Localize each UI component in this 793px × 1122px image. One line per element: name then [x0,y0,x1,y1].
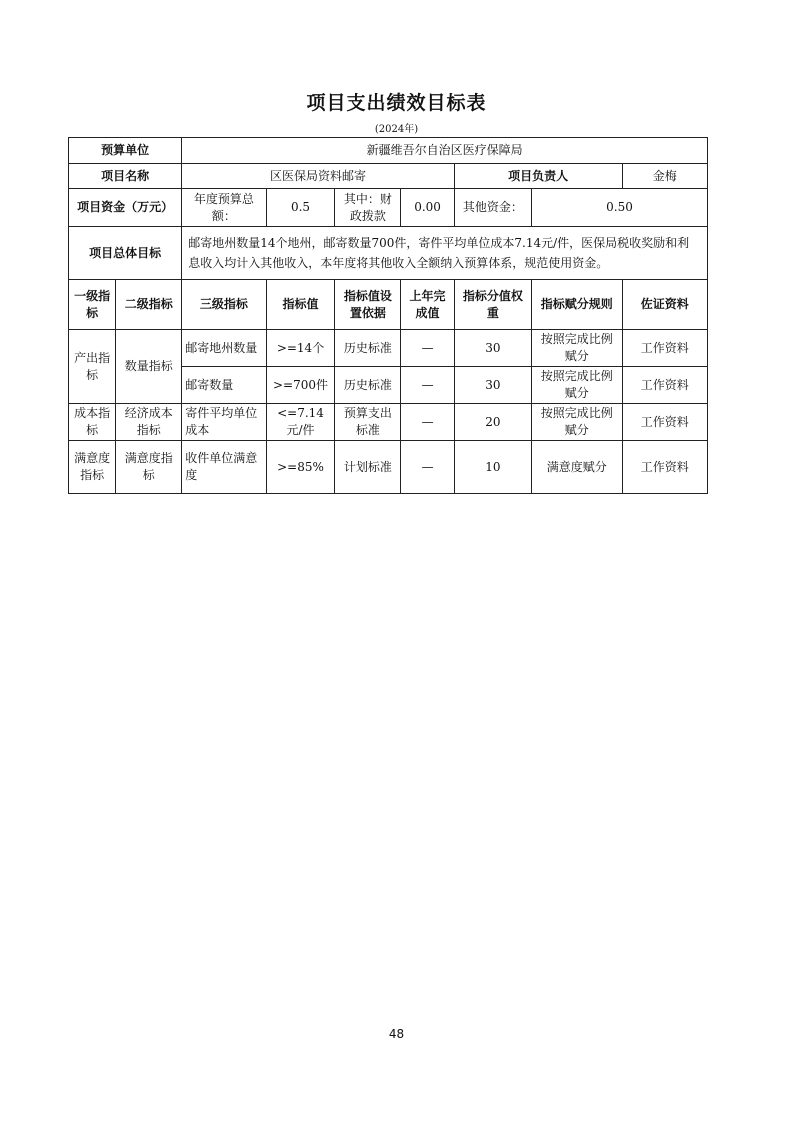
evidence-cell: 工作资料 [622,330,708,367]
annual-budget-label: 年度预算总额： [182,189,266,227]
project-name-value: 区医保局资料邮寄 [182,164,455,189]
table-row [69,441,708,494]
level2-cell: 数量指标 [116,330,182,404]
header-value: 指标值 [266,280,335,330]
header-prev: 上年完成值 [401,280,455,330]
project-leader-value: 金梅 [622,164,708,189]
table-row [69,404,708,441]
basis-cell: 预算支出标准 [335,404,401,441]
level3-cell: 收件单位满意度 [182,441,266,494]
performance-target-table [68,137,708,494]
header-level1: 一级指标 [69,280,116,330]
basis-cell: 历史标准 [335,367,401,404]
prev-cell: — [401,330,455,367]
evidence-cell: 工作资料 [622,404,708,441]
basis-cell: 历史标准 [335,330,401,367]
weight-cell: 10 [454,441,531,494]
project-name-row [69,164,708,189]
header-evidence: 佐证资料 [622,280,708,330]
value-cell: >=14个 [266,330,335,367]
page-title: 项目支出绩效目标表 [306,92,487,114]
overall-goal-text: 邮寄地州数量14个地州，邮寄数量700件，寄件平均单位成本7.14元/件，医保局税收奖励和利息收入均计入其他收入，本年度将其他收入全额纳入预算体系，规范使用资金。 [182,227,708,280]
prev-cell: — [401,404,455,441]
budget-unit-label: 预算单位 [69,138,182,164]
overall-goal-label: 项目总体目标 [69,227,182,280]
header-weight: 指标分值权重 [454,280,531,330]
header-level2: 二级指标 [116,280,182,330]
budget-unit-row [69,138,708,164]
level1-cell: 产出指标 [69,330,116,404]
evidence-cell: 工作资料 [622,441,708,494]
header-basis: 指标值设置依据 [335,280,401,330]
rule-cell: 按照完成比例赋分 [531,367,622,404]
project-leader-label: 项目负责人 [454,164,622,189]
level1-cell: 成本指标 [69,404,116,441]
value-cell: >=700件 [266,367,335,404]
value-cell: <=7.14元/件 [266,404,335,441]
prev-cell: — [401,441,455,494]
evidence-cell: 工作资料 [622,367,708,404]
weight-cell: 30 [454,330,531,367]
funds-label: 项目资金（万元） [69,189,182,227]
rule-cell: 满意度赋分 [531,441,622,494]
funds-row [69,189,708,227]
project-name-label: 项目名称 [69,164,182,189]
weight-cell: 20 [454,404,531,441]
table-row [69,330,708,367]
overall-goal-row [69,227,708,280]
other-funds-value: 0.50 [531,189,707,227]
value-cell: >=85% [266,441,335,494]
budget-unit-value: 新疆维吾尔自治区医疗保障局 [182,138,708,164]
level3-cell: 寄件平均单位成本 [182,404,266,441]
level3-cell: 邮寄数量 [182,367,266,404]
level3-cell: 邮寄地州数量 [182,330,266,367]
weight-cell: 30 [454,367,531,404]
annual-budget-value: 0.5 [266,189,335,227]
prev-cell: — [401,367,455,404]
rule-cell: 按照完成比例赋分 [531,330,622,367]
level2-cell: 经济成本指标 [116,404,182,441]
header-level3: 三级指标 [182,280,266,330]
other-funds-label: 其他资金： [454,189,531,227]
basis-cell: 计划标准 [335,441,401,494]
indicator-header-row [69,280,708,330]
fiscal-funds-value: 0.00 [401,189,455,227]
level1-cell: 满意度指标 [69,441,116,494]
header-rule: 指标赋分规则 [531,280,622,330]
rule-cell: 按照完成比例赋分 [531,404,622,441]
level2-cell: 满意度指标 [116,441,182,494]
fiscal-funds-label: 其中：财政拨款 [335,189,401,227]
year-label: (2024年) [374,124,419,135]
page-number: 48 [388,1027,405,1041]
